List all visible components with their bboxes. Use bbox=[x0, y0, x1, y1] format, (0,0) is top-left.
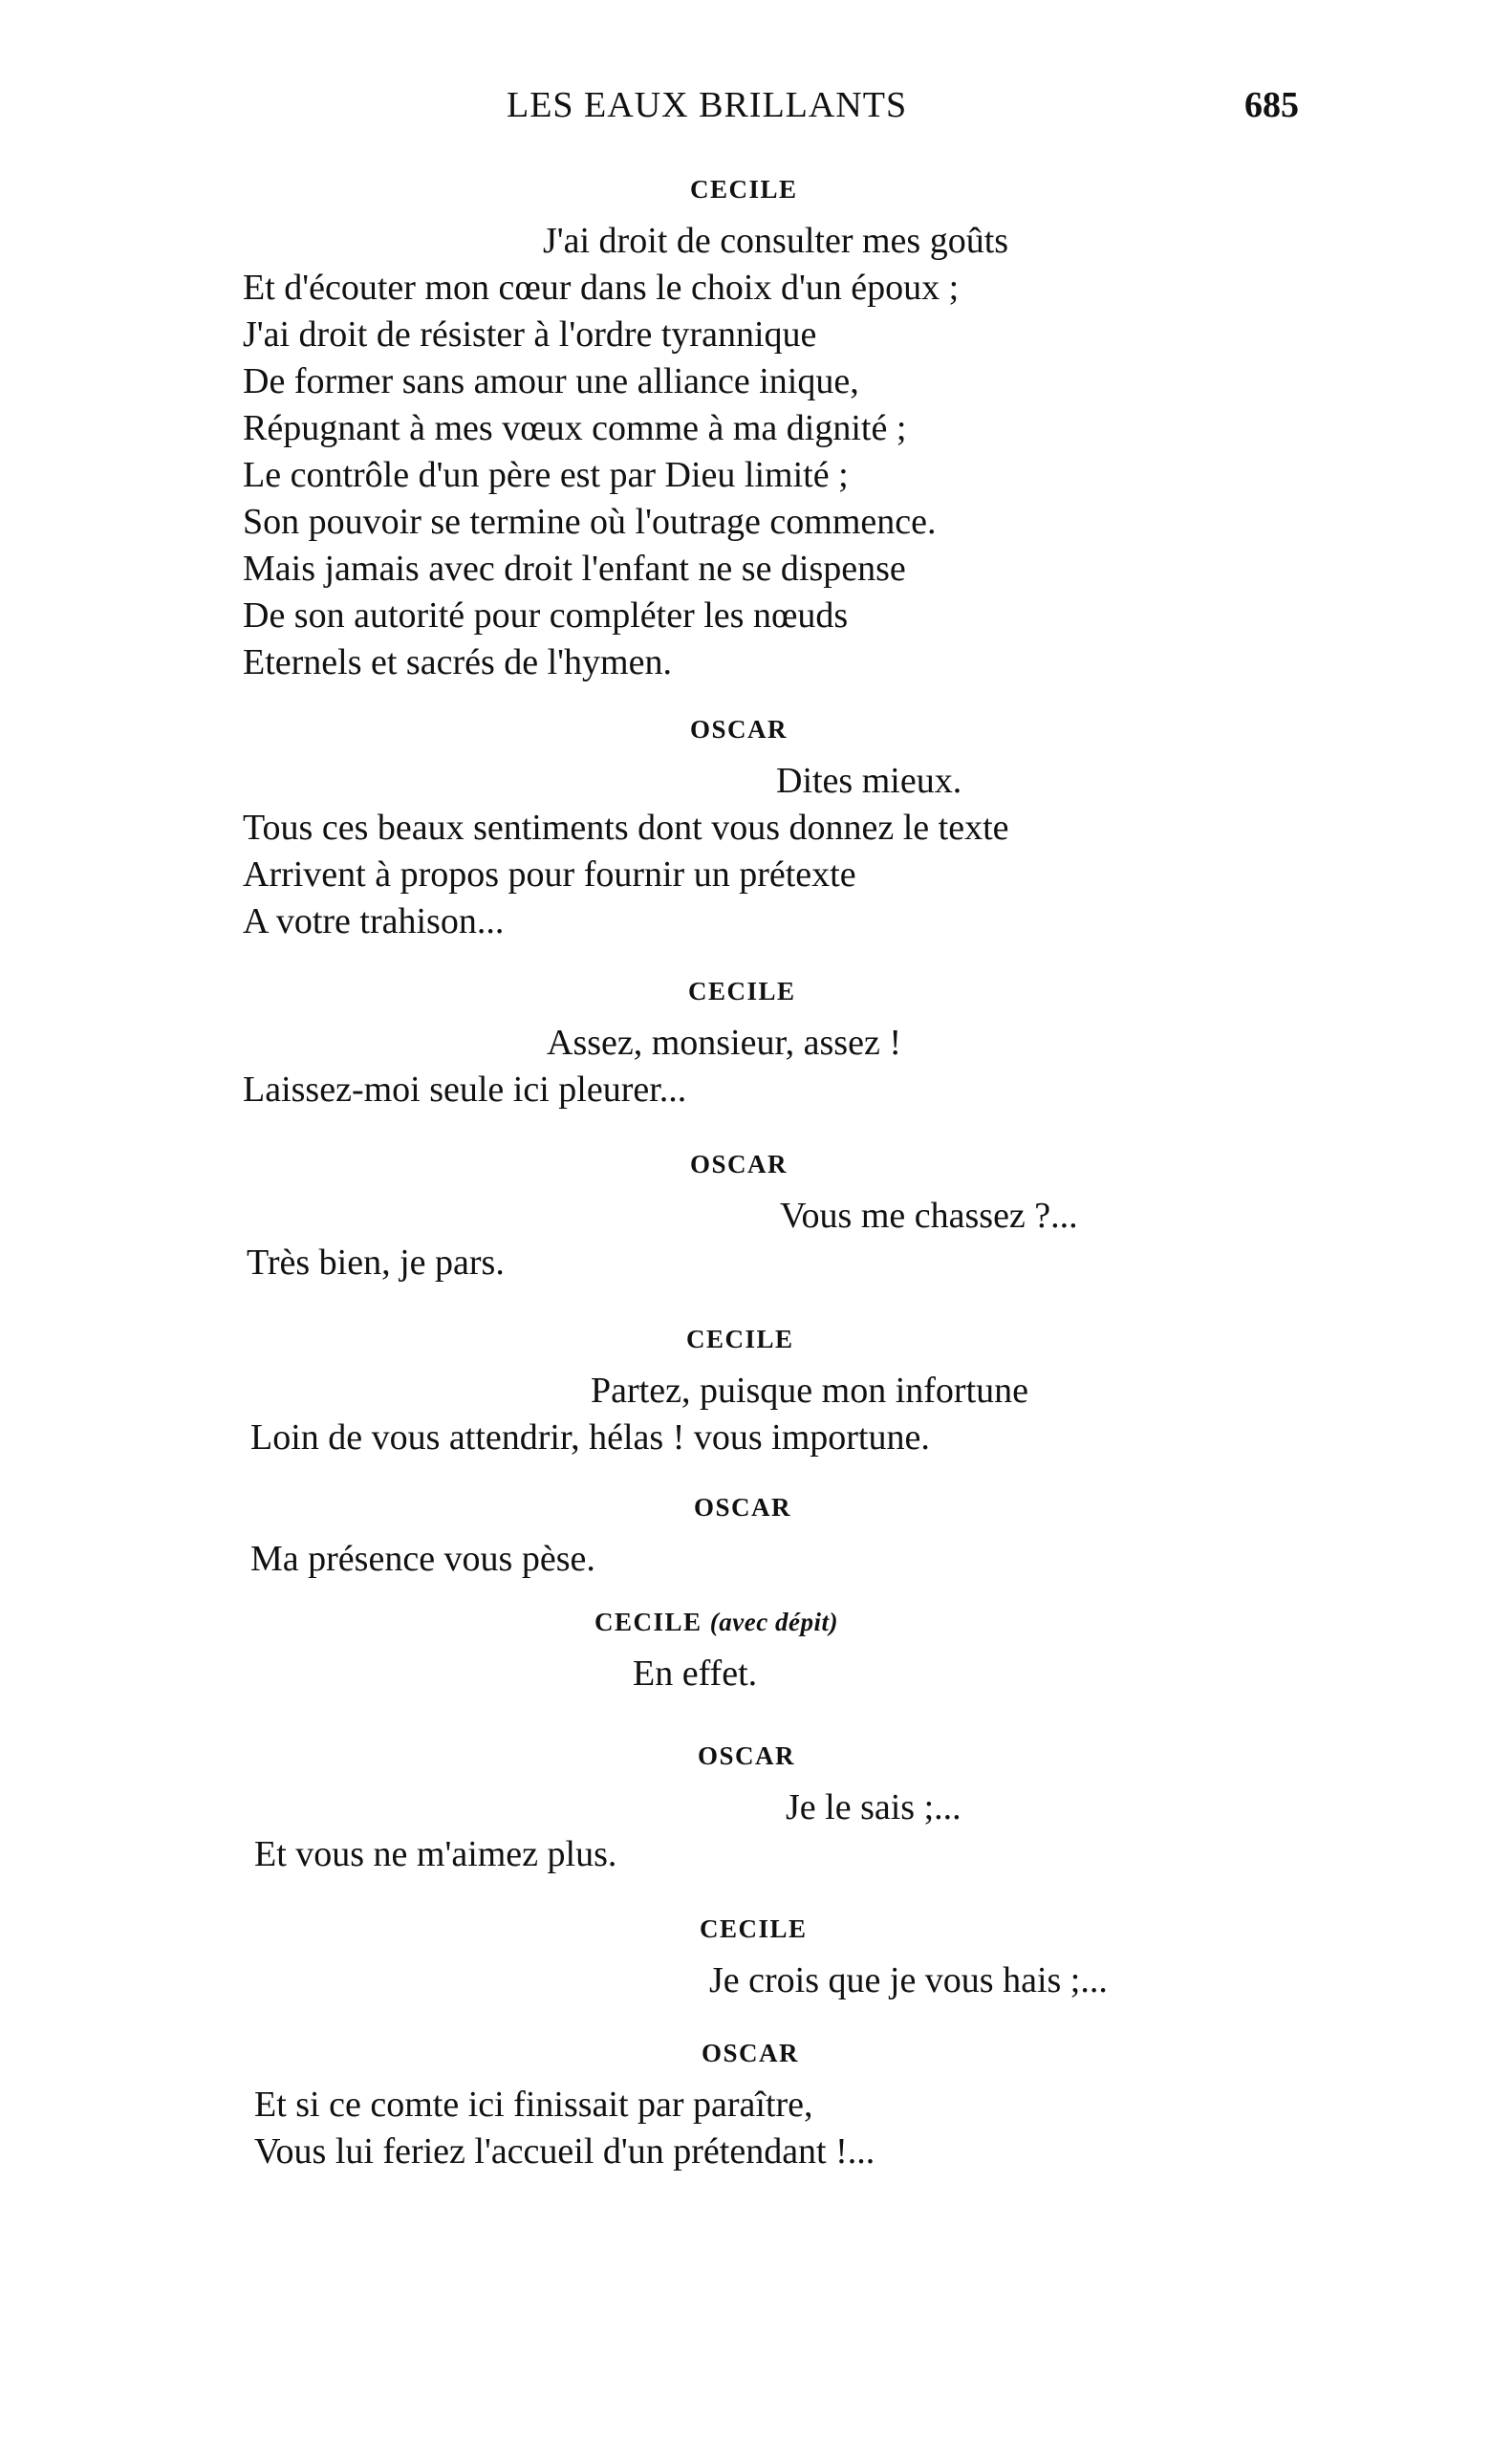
verse-line: Répugnant à mes vœux comme à ma dignité ; bbox=[243, 408, 907, 448]
page-number: 685 bbox=[1244, 85, 1299, 125]
verse-line: Le contrôle d'un père est par Dieu limité ; bbox=[243, 455, 849, 495]
speaker-name: CECILE bbox=[700, 1914, 808, 1943]
verse-line: Vous lui feriez l'accueil d'un prétendant !... bbox=[254, 2131, 875, 2172]
verse-line: Eternels et sacrés de l'hymen. bbox=[243, 642, 672, 682]
verse-line: J'ai droit de consulter mes goûts bbox=[543, 221, 1009, 261]
speaker-name: CECILE bbox=[688, 977, 796, 1005]
speaker-name: OSCAR bbox=[690, 1150, 789, 1178]
verse-line: Ma présence vous pèse. bbox=[250, 1539, 595, 1579]
running-title: LES EAUX BRILLANTS bbox=[507, 85, 908, 125]
speaker-heading bbox=[594, 1608, 838, 1637]
verse-line: Mais jamais avec droit l'enfant ne se dispense bbox=[243, 549, 906, 589]
speaker-name: OSCAR bbox=[690, 715, 789, 744]
verse-line: Assez, monsieur, assez ! bbox=[547, 1023, 901, 1063]
verse-line: J'ai droit de résister à l'ordre tyrannique bbox=[243, 314, 817, 355]
page-header bbox=[0, 84, 1491, 141]
speaker-name: OSCAR bbox=[694, 1493, 792, 1522]
verse-line: De former sans amour une alliance inique, bbox=[243, 361, 859, 401]
verse-line: Son pouvoir se termine où l'outrage commence. bbox=[243, 502, 937, 542]
verse-line: Très bien, je pars. bbox=[247, 1243, 505, 1283]
speaker-name: OSCAR bbox=[698, 1741, 796, 1770]
verse-line: A votre trahison... bbox=[243, 901, 505, 941]
speaker-name: OSCAR bbox=[702, 2039, 800, 2067]
speaker-name: CECILE bbox=[594, 1608, 702, 1636]
verse-line: Loin de vous attendrir, hélas ! vous importune. bbox=[250, 1417, 930, 1458]
verse-line: Et vous ne m'aimez plus. bbox=[254, 1834, 617, 1874]
verse-line: Je le sais ;... bbox=[786, 1787, 962, 1827]
verse-line: Dites mieux. bbox=[776, 761, 962, 801]
verse-line: En effet. bbox=[633, 1653, 758, 1694]
verse-line: Et d'écouter mon cœur dans le choix d'un époux ; bbox=[243, 268, 960, 308]
speaker-name: CECILE bbox=[686, 1325, 794, 1353]
verse-line: Et si ce comte ici finissait par paraître, bbox=[254, 2085, 813, 2125]
stage-direction: (avec dépit) bbox=[709, 1608, 838, 1636]
verse-line: Tous ces beaux sentiments dont vous donnez le texte bbox=[243, 808, 1009, 848]
verse-line: Je crois que je vous hais ;... bbox=[709, 1960, 1108, 2000]
verse-line: Partez, puisque mon infortune bbox=[591, 1371, 1029, 1411]
verse-line: De son autorité pour compléter les nœuds bbox=[243, 595, 849, 636]
verse-line: Laissez-moi seule ici pleurer... bbox=[243, 1070, 687, 1110]
speaker-name: CECILE bbox=[690, 175, 798, 204]
verse-line: Vous me chassez ?... bbox=[780, 1196, 1078, 1236]
verse-line: Arrivent à propos pour fournir un prétexte bbox=[243, 854, 856, 895]
